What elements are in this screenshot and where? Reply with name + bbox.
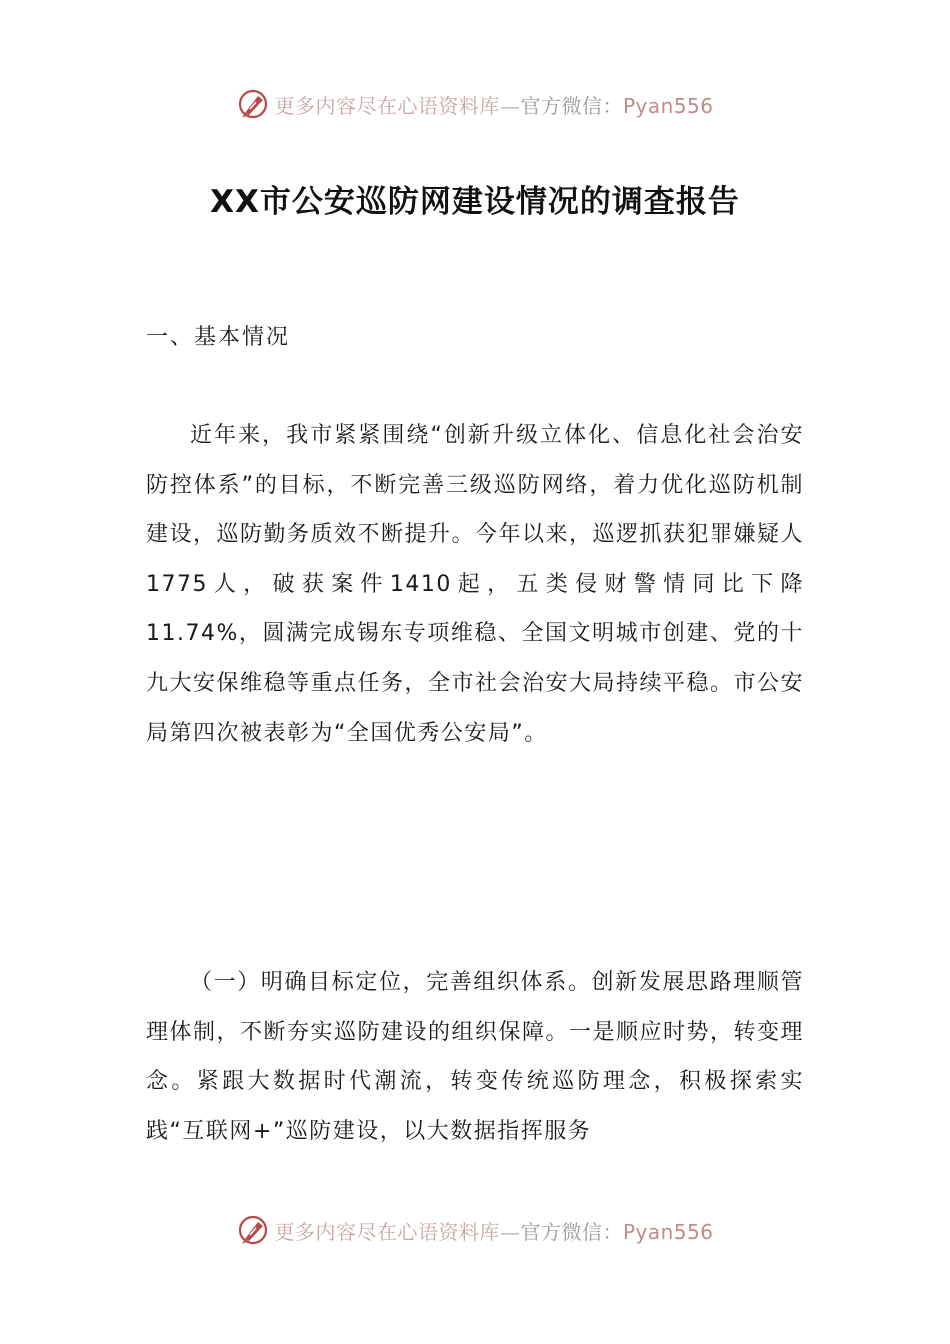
pen-nib-logo-icon [236,87,270,121]
banner-wechat-id: Pyan556 [622,93,714,118]
banner-text [274,1216,713,1245]
document-title: XX市公安巡防网建设情况的调查报告 [210,184,740,220]
banner-official-label: 官方微信： [520,1219,623,1244]
banner-wechat-id: Pyan556 [622,1219,714,1244]
pen-nib-logo-icon [236,1213,270,1247]
body-paragraph-2: （一）明确目标定位，完善组织体系。创新发展思路理顺管理体制，不断夯实巡防建设的组织保障。一是顺应时势，转变理念。紧跟大数据时代潮流，转变传统巡防理念，积极探索实践“互联网+”巡防建设，以大数据指挥服务 [146,970,805,1144]
section-heading: 一、基本情况 [146,325,291,350]
banner-promo: 更多内容尽在心语资料库 [274,93,500,118]
banner-promo: 更多内容尽在心语资料库 [274,1219,500,1244]
banner-dash: — [499,1219,521,1244]
header-banner [0,84,950,124]
banner-text [274,90,713,119]
banner-dash: — [499,93,521,118]
footer-banner [0,1210,950,1250]
banner-official-label: 官方微信： [520,93,623,118]
body-paragraph: 近年来，我市紧紧围绕“创新升级立体化、信息化社会治安防控体系”的目标，不断完善三级巡防网络，着力优化巡防机制建设，巡防勤务质效不断提升。今年以来，巡逻抓获犯罪嫌疑人1775人，破获案件1410起，五类侵财警情同比下降11.74%，圆满完成锡东专项维稳、全国文明城市创建、党的十九大安保维稳等重点任务，全市社会治安大局持续平稳。市公安局第四次被表彰为“全国优秀公安局”。 [146,423,805,746]
